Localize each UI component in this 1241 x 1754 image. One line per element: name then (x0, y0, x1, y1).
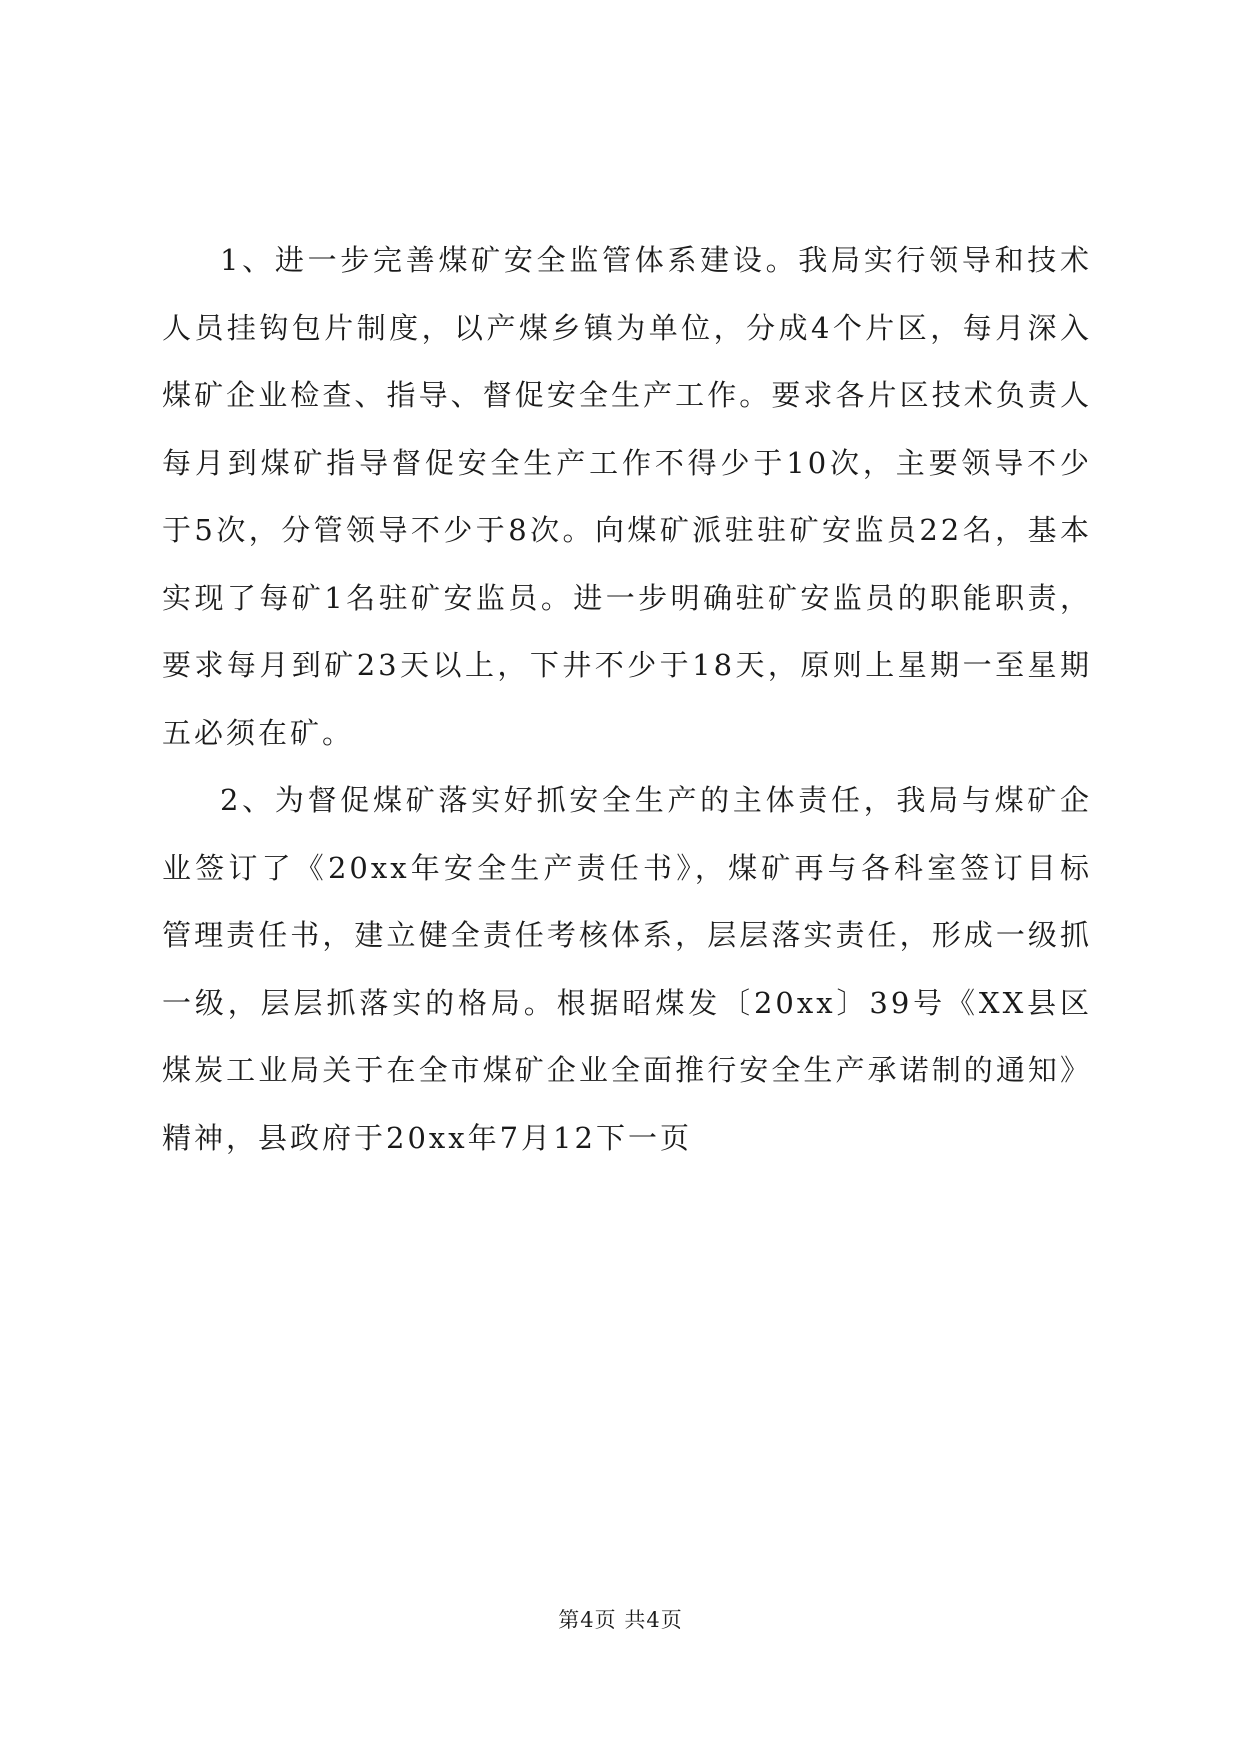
page-footer: 第4页 共4页 (558, 1608, 683, 1632)
document-body (162, 227, 1092, 1172)
paragraph-1: 1、进一步完善煤矿安全监管体系建设。我局实行领导和技术人员挂钩包片制度，以产煤乡镇为单位，分成4个片区，每月深入煤矿企业检查、指导、督促安全生产工作。要求各片区技术负责人每月到煤矿指导督促安全生产工作不得少于10次，主要领导不少于5次，分管领导不少于8次。向煤矿派驻驻矿安监员22名，基本实现了每矿1名驻矿安监员。进一步明确驻矿安监员的职能职责，要求每月到矿23天以上，下井不少于18天，原则上星期一至星期五必须在矿。 (162, 243, 1092, 750)
paragraph-2: 2、为督促煤矿落实好抓安全生产的主体责任，我局与煤矿企业签订了《20xx年安全生产责任书》，煤矿再与各科室签订目标管理责任书，建立健全责任考核体系，层层落实责任，形成一级抓一级，层层抓落实的格局。根据昭煤发〔20xx〕39号《XX县区煤炭工业局关于在全市煤矿企业全面推行安全生产承诺制的通知》精神，县政府于20xx年7月12下一页 (162, 783, 1092, 1155)
